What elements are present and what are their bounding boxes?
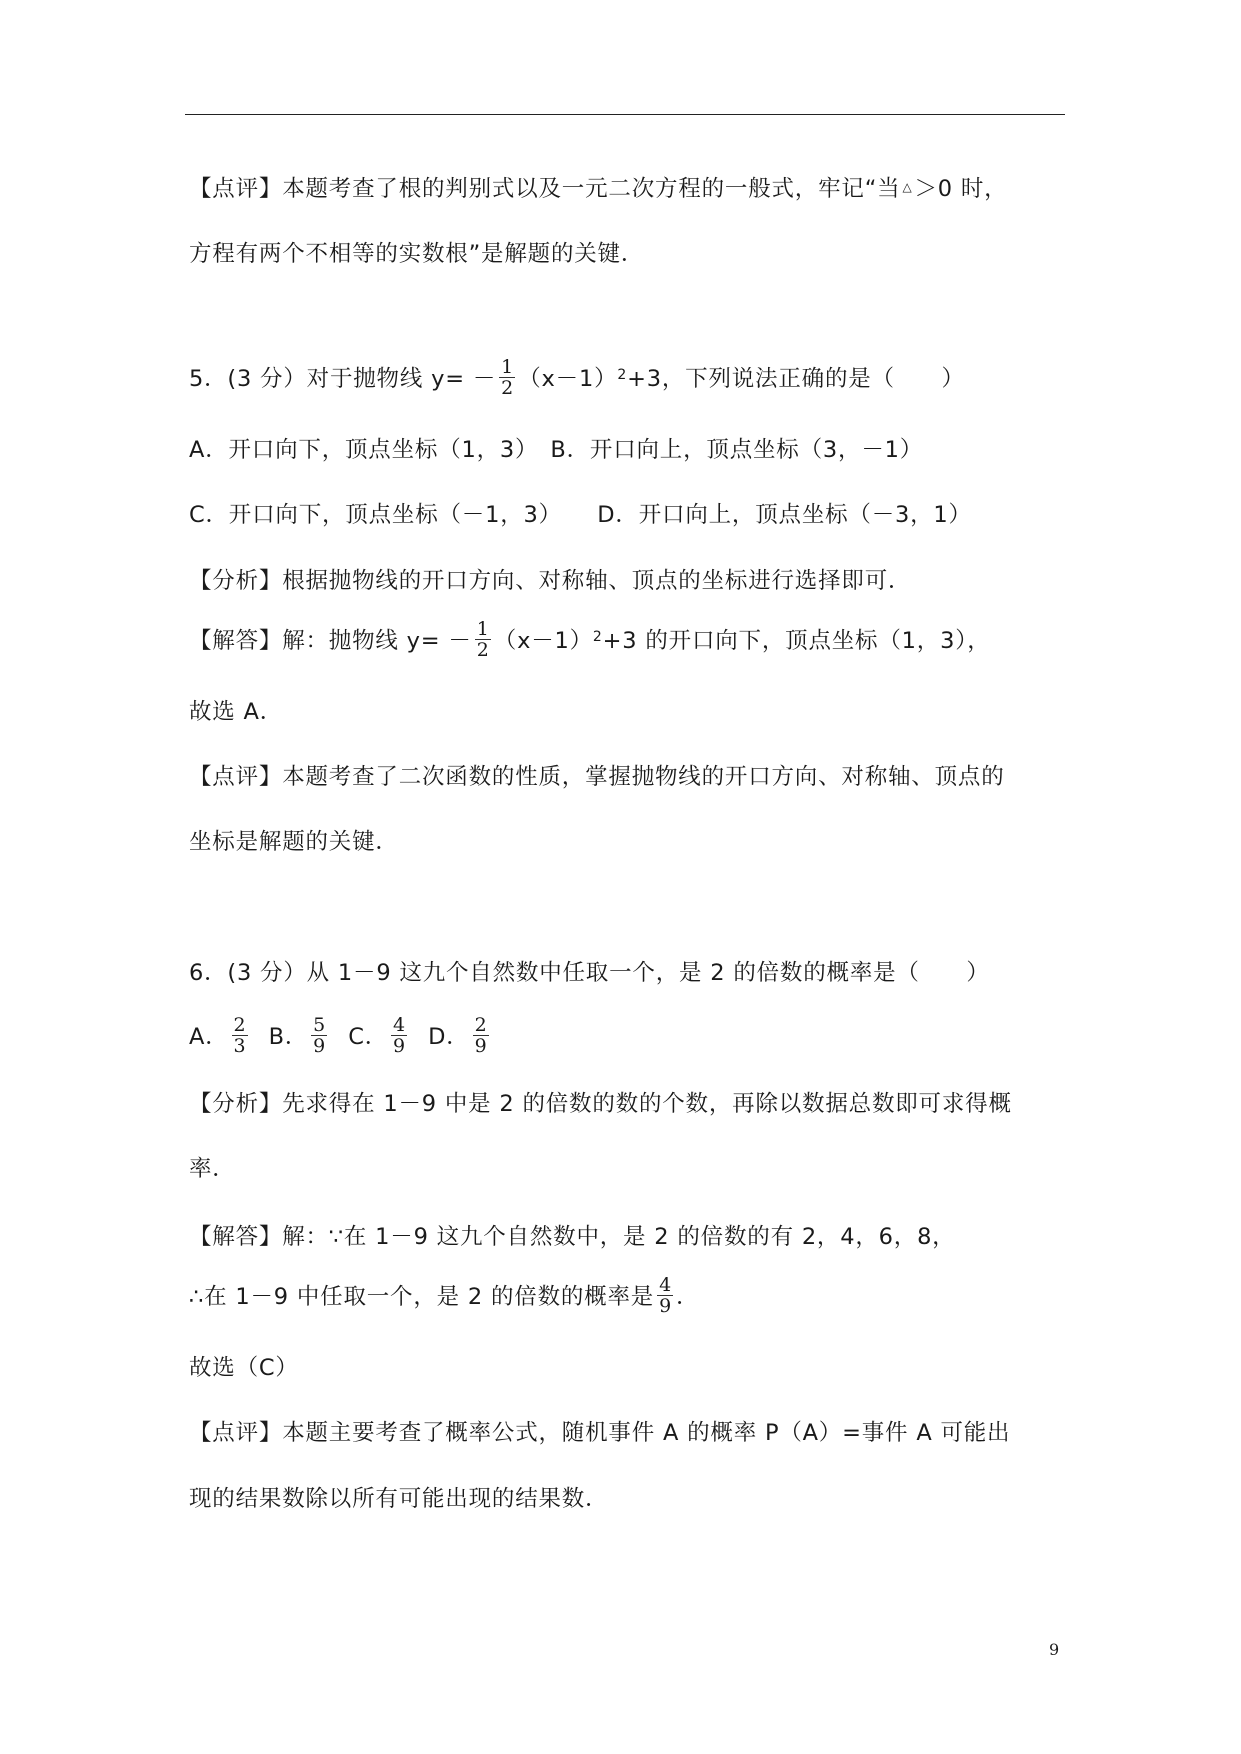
q5-answer-post: +3 的开口向下，顶点坐标（1，3）， <box>602 628 991 654</box>
q6-option-a-label: A． <box>189 1024 229 1050</box>
q6-stem: 6．(3 分）从 1－9 这九个自然数中任取一个，是 2 的倍数的概率是（ ） <box>189 960 990 986</box>
q6-answer-pre: ∴在 1－9 中任取一个，是 2 的倍数的概率是 <box>189 1284 655 1310</box>
fraction-denominator: 2 <box>476 638 489 661</box>
q5-analysis: 【分析】根据抛物线的开口方向、对称轴、顶点的坐标进行选择即可． <box>189 568 912 594</box>
fraction-numerator: 1 <box>476 617 489 640</box>
q6-option-c-label: C． <box>348 1024 389 1050</box>
fraction-numerator: 2 <box>233 1013 246 1036</box>
fraction-numerator: 4 <box>393 1013 406 1036</box>
q5-review-line-1: 【点评】本题考查了二次函数的性质，掌握抛物线的开口方向、对称轴、顶点的 <box>189 764 1005 790</box>
q6-review-line-2: 现的结果数除以所有可能出现的结果数． <box>189 1486 609 1512</box>
q5-answer <box>189 614 1089 664</box>
review-q4-tail: ＞0 时， <box>914 176 1008 202</box>
page-number: 9 <box>1049 1640 1060 1659</box>
fraction-denominator: 9 <box>313 1034 326 1057</box>
q5-stem-mid: （x－1） <box>518 366 618 392</box>
q6-choice: 故选（C） <box>189 1355 299 1381</box>
fraction-denominator: 9 <box>393 1034 406 1057</box>
fraction-denominator: 3 <box>233 1034 246 1057</box>
q6-option-c-fraction <box>391 1015 407 1056</box>
q6-answer-post: ． <box>676 1284 700 1310</box>
q6-analysis-line-1: 【分析】先求得在 1－9 中是 2 的倍数的数的个数，再除以数据总数即可求得概 <box>189 1091 1012 1117</box>
fraction-denominator: 9 <box>474 1034 487 1057</box>
q6-review-line-1: 【点评】本题主要考查了概率公式，随机事件 A 的概率 P（A）=事件 A 可能出 <box>189 1420 1011 1446</box>
q6-option-b-label: B． <box>268 1024 309 1050</box>
review-q4-text: 【点评】本题考查了根的判别式以及一元二次方程的一般式，牢记“当 <box>189 176 901 202</box>
q5-answer-pre: 【解答】解：抛物线 y= － <box>189 628 472 654</box>
q5-answer-exponent: 2 <box>592 629 603 645</box>
q5-answer-mid: （x－1） <box>493 628 593 654</box>
fraction-denominator: 2 <box>501 376 514 399</box>
q5-review-line-2: 坐标是解题的关键． <box>189 829 399 855</box>
fraction-numerator: 4 <box>659 1273 672 1296</box>
q5-options-cd: C．开口向下，顶点坐标（－1，3） D．开口向上，顶点坐标（－3，1） <box>189 502 972 528</box>
review-q4-line-2: 方程有两个不相等的实数根”是解题的关键． <box>189 241 645 267</box>
q6-answer-line-1: 【解答】解：∵在 1－9 这九个自然数中，是 2 的倍数的有 2，4，6，8， <box>189 1224 956 1250</box>
q6-option-b-fraction <box>311 1015 327 1056</box>
q5-answer-fraction <box>475 619 491 660</box>
delta-symbol: △ <box>902 180 913 194</box>
q5-stem-pre: 5．(3 分）对于抛物线 y= － <box>189 366 497 392</box>
q6-option-a-fraction <box>232 1015 248 1056</box>
q6-answer-line-2 <box>189 1270 1089 1320</box>
q5-choice: 故选 A． <box>189 699 284 725</box>
q5-stem-post: +3，下列说法正确的是（ ） <box>627 366 965 392</box>
review-q4-line-1 <box>189 162 1089 212</box>
fraction-numerator: 1 <box>501 355 514 378</box>
fraction-numerator: 2 <box>474 1013 487 1036</box>
header-rule <box>185 114 1065 115</box>
q5-stem <box>189 352 1089 402</box>
q6-answer-fraction <box>657 1275 673 1316</box>
q5-stem-fraction <box>499 357 515 398</box>
q5-stem-exponent: 2 <box>617 367 628 383</box>
q6-option-d-label: D． <box>428 1024 470 1050</box>
q6-analysis-line-2: 率． <box>189 1156 236 1182</box>
q6-option-d-fraction <box>473 1015 489 1056</box>
q6-options <box>189 1010 1089 1060</box>
q5-options-ab: A．开口向下，顶点坐标（1，3） B．开口向上，顶点坐标（3，－1） <box>189 437 924 463</box>
fraction-denominator: 9 <box>659 1294 672 1317</box>
fraction-numerator: 5 <box>313 1013 326 1036</box>
